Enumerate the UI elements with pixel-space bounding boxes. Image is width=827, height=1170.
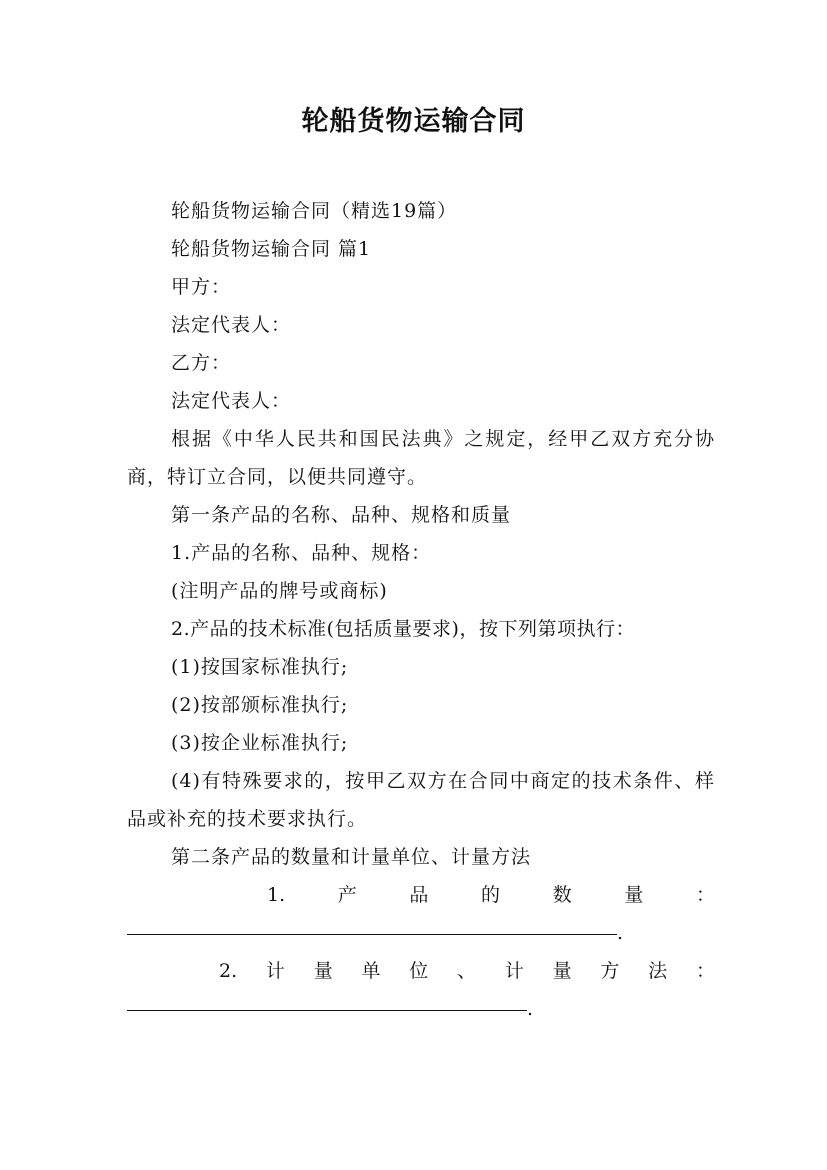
article-1-item-2: 2.产品的技术标准(包括质量要求)，按下列第项执行：	[171, 618, 635, 640]
document-body	[127, 192, 715, 1028]
document-title: 轮船货物运输合同	[301, 106, 526, 137]
article-1-item-1: 1.产品的名称、品种、规格：	[171, 542, 432, 564]
unit-method-field-label: 2. 计 量 单 位 、 计 量 方 法 ：	[219, 960, 715, 982]
article-2-heading: 第二条产品的数量和计量单位、计量方法	[171, 846, 532, 868]
party-a-representative-label: 法定代表人：	[171, 314, 292, 336]
quantity-blank-line: .	[127, 914, 715, 952]
standard-option-2: (2)按部颁标准执行;	[171, 694, 349, 716]
paragraph-subtitle: 轮船货物运输合同（精选19篇）	[171, 200, 458, 222]
article-1-item-1-note: (注明产品的牌号或商标)	[171, 580, 388, 602]
article-1-heading: 第一条产品的名称、品种、规格和质量	[171, 504, 512, 526]
quantity-field-label: 1. 产 品 的 数 量 ：	[267, 884, 715, 906]
unit-method-blank-line: .	[127, 990, 715, 1028]
party-b-representative-label: 法定代表人：	[171, 390, 292, 412]
standard-option-4: (4)有特殊要求的，按甲乙双方在合同中商定的技术条件、样品或补充的技术要求执行。	[127, 770, 715, 830]
paragraph-section-heading: 轮船货物运输合同 篇1	[171, 238, 372, 260]
standard-option-3: (3)按企业标准执行;	[171, 732, 349, 754]
party-a-label: 甲方：	[171, 276, 232, 298]
paragraph-preamble: 根据《中华人民共和国民法典》之规定，经甲乙双方充分协商，特订立合同，以便共同遵守。	[127, 428, 715, 488]
standard-option-1: (1)按国家标准执行;	[171, 656, 349, 678]
party-b-label: 乙方：	[171, 352, 232, 374]
